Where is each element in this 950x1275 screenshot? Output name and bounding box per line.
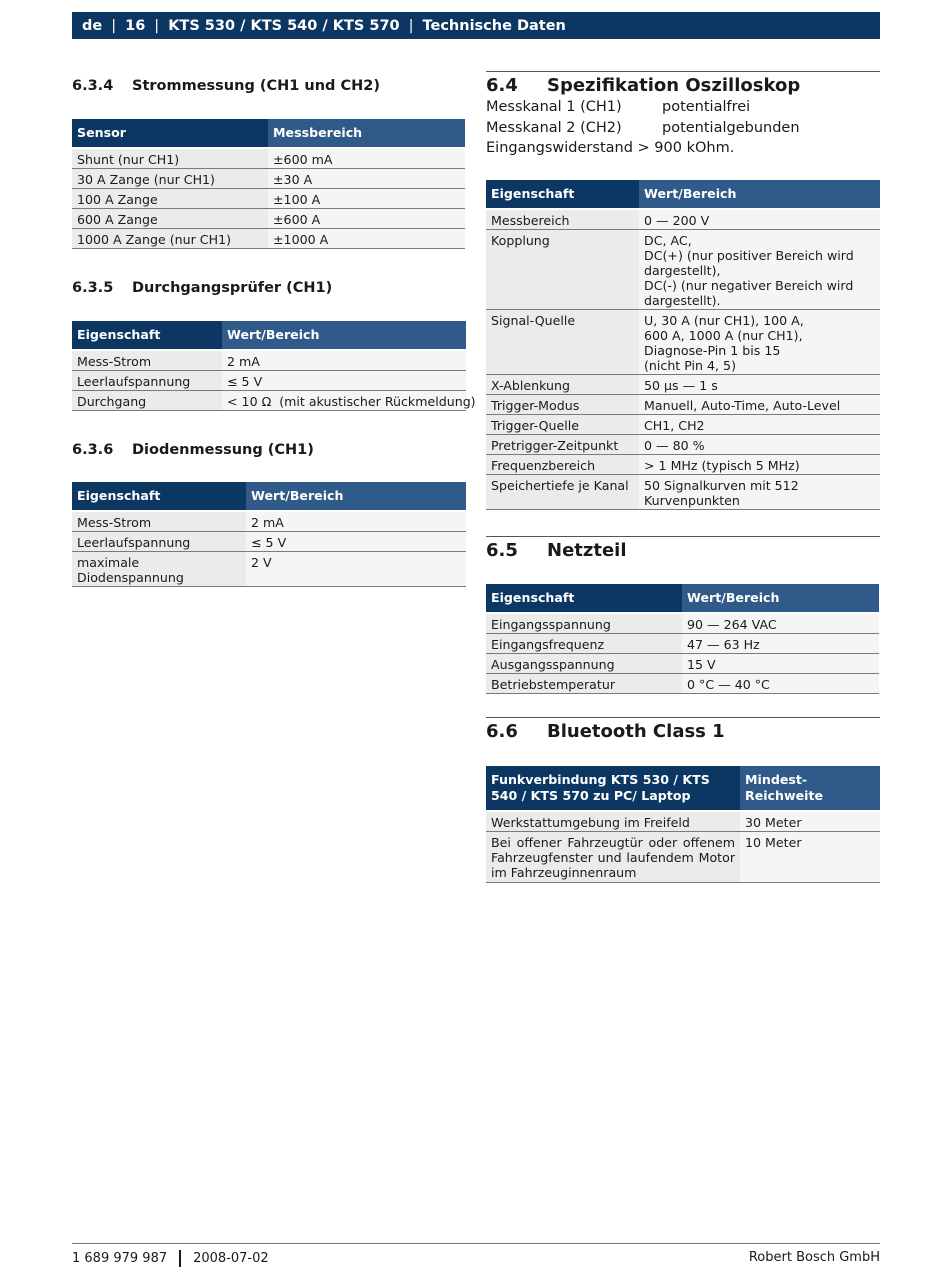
column-header: Eigenschaft [72, 482, 246, 511]
table-cell: ±100 A [268, 189, 465, 209]
heading-title: Strommessung (CH1 und CH2) [132, 78, 380, 94]
table-header-row [72, 482, 466, 511]
table-cell: Eingangsspannung [486, 613, 682, 634]
table-row [72, 552, 466, 587]
document-date: 2008-07-02 [193, 1251, 269, 1266]
heading-number: 6.3.5 [72, 280, 114, 296]
heading-number: 6.5 [486, 540, 518, 561]
table-cell: 0 °C — 40 °C [682, 674, 879, 694]
table-row [486, 415, 880, 435]
table-diodenmessung [72, 482, 466, 587]
table-row [72, 229, 465, 249]
section-divider [486, 717, 880, 718]
cell-line: 50 µs — 1 s [644, 378, 718, 393]
table-row [486, 435, 880, 455]
cell-line: Diagnose-Pin 1 bis 15 [644, 343, 781, 358]
heading-6-4 [486, 75, 800, 96]
table-cell [639, 310, 880, 375]
header-separator: | [408, 17, 414, 34]
table-cell: Werkstattumgebung im Freifeld [486, 811, 740, 832]
column-header: Sensor [72, 119, 268, 148]
table-cell: 15 V [682, 654, 879, 674]
table-cell [639, 415, 880, 435]
table-cell: Pretrigger-Zeitpunkt [486, 435, 639, 455]
table-cell: Eingangsfrequenz [486, 634, 682, 654]
table-row [486, 811, 880, 832]
table-row [486, 455, 880, 475]
document-number: 1 689 979 987 [72, 1251, 168, 1266]
table-cell: Durchgang [72, 391, 222, 411]
heading-title: Netzteil [547, 540, 627, 561]
table-cell: ≤ 5 V [222, 371, 466, 391]
table-cell: < 10 Ω (mit akustischer Rückmeldung) [222, 391, 466, 411]
table-cell: ±600 A [268, 209, 465, 229]
table-cell: Bei offener Fahrzeugtür oder offenem Fahrzeugfenster und laufendem Motor im Fahrzeuginnenraum [486, 832, 740, 883]
header-page-number: 16 [125, 17, 146, 34]
table-cell: Leerlaufspannung [72, 532, 246, 552]
section-divider [486, 71, 880, 72]
table-cell: 2 mA [246, 511, 466, 532]
table-row [486, 310, 880, 375]
table-cell [639, 375, 880, 395]
table-cell: X-Ablenkung [486, 375, 639, 395]
table-netzteil [486, 584, 879, 694]
table-header-row [486, 180, 880, 209]
table-cell: 90 — 264 VAC [682, 613, 879, 634]
table-cell: Mess-Strom [72, 511, 246, 532]
cell-line: DC(+) (nur positiver Bereich wird dargestellt), [644, 248, 854, 278]
table-cell: ±600 mA [268, 148, 465, 169]
table-row [72, 148, 465, 169]
table-row [72, 391, 466, 411]
table-row [486, 395, 880, 415]
section-divider [486, 536, 880, 537]
table-row [486, 475, 880, 510]
table-bluetooth [486, 766, 880, 883]
cell-line: (nicht Pin 4, 5) [644, 358, 736, 373]
table-cell: 1000 A Zange (nur CH1) [72, 229, 268, 249]
footer-separator [179, 1250, 181, 1267]
table-cell: 30 A Zange (nur CH1) [72, 169, 268, 189]
table-cell: maximale Diodenspannung [72, 552, 246, 587]
table-header-row [486, 766, 880, 811]
heading-number: 6.4 [486, 75, 518, 96]
page-header [72, 12, 880, 39]
table-cell: Signal-Quelle [486, 310, 639, 375]
oscilloscope-intro [486, 97, 800, 159]
table-cell: Trigger-Quelle [486, 415, 639, 435]
cell-line: 600 A, 1000 A (nur CH1), [644, 328, 803, 343]
heading-title: Bluetooth Class 1 [547, 721, 725, 742]
table-cell: 10 Meter [740, 832, 880, 883]
heading-title: Durchgangsprüfer (CH1) [132, 280, 333, 296]
cell-line: DC, AC, [644, 233, 692, 248]
column-header: Messbereich [268, 119, 465, 148]
column-header: Eigenschaft [72, 321, 222, 350]
column-header: Eigenschaft [486, 584, 682, 613]
table-row [72, 511, 466, 532]
footer-left [72, 1250, 269, 1267]
intro-label: Messkanal 2 (CH2) [486, 119, 622, 136]
cell-line: Manuell, Auto-Time, Auto-Level [644, 398, 841, 413]
table-cell [639, 435, 880, 455]
table-row [486, 209, 880, 230]
table-row [486, 832, 880, 883]
table-cell [639, 395, 880, 415]
heading-6-6 [486, 721, 725, 742]
column-header: Wert/Bereich [682, 584, 879, 613]
table-cell: 600 A Zange [72, 209, 268, 229]
cell-line: CH1, CH2 [644, 418, 705, 433]
header-separator: | [154, 17, 160, 34]
table-cell: 2 mA [222, 350, 466, 371]
table-cell: Shunt (nur CH1) [72, 148, 268, 169]
table-cell: Betriebstemperatur [486, 674, 682, 694]
intro-row [486, 118, 800, 139]
table-row [486, 634, 879, 654]
heading-title: Spezifikation Oszilloskop [547, 75, 801, 96]
heading-6-3-5 [72, 280, 332, 296]
table-cell: ≤ 5 V [246, 532, 466, 552]
table-cell: 47 — 63 Hz [682, 634, 879, 654]
table-header-row [486, 584, 879, 613]
table-row [486, 375, 880, 395]
header-section: Technische Daten [422, 17, 566, 34]
heading-number: 6.3.4 [72, 78, 114, 94]
footer-divider [72, 1243, 880, 1244]
table-strommessung [72, 119, 465, 249]
table-cell: Trigger-Modus [486, 395, 639, 415]
heading-6-3-4 [72, 78, 380, 94]
heading-number: 6.6 [486, 721, 518, 742]
intro-label: Messkanal 1 (CH1) [486, 99, 622, 115]
company-name: Robert Bosch GmbH [748, 1250, 880, 1265]
table-body [486, 209, 880, 510]
intro-line: Eingangswiderstand > 900 kOhm. [486, 140, 735, 156]
intro-value: potentialfrei [662, 99, 751, 115]
heading-6-3-6 [72, 442, 314, 458]
column-header: Funkverbindung KTS 530 / KTS 540 / KTS 570 zu PC/ Laptop [486, 766, 740, 811]
table-row [486, 654, 879, 674]
table-row [72, 209, 465, 229]
table-cell: Kopplung [486, 230, 639, 310]
table-cell: Ausgangsspannung [486, 654, 682, 674]
table-row [72, 169, 465, 189]
heading-number: 6.3.6 [72, 442, 114, 458]
table-cell [639, 209, 880, 230]
column-header: Wert/Bereich [246, 482, 466, 511]
header-model: KTS 530 / KTS 540 / KTS 570 [168, 17, 400, 34]
table-durchgangspruefer [72, 321, 476, 411]
column-header: Eigenschaft [486, 180, 639, 209]
table-cell: Mess-Strom [72, 350, 222, 371]
header-separator: | [111, 17, 117, 34]
table-row [72, 189, 465, 209]
cell-line: 0 — 80 % [644, 438, 705, 453]
table-row [72, 532, 466, 552]
table-cell: ±1000 A [268, 229, 465, 249]
cell-line: 0 — 200 V [644, 213, 710, 228]
table-cell [639, 475, 880, 510]
table-cell: Speichertiefe je Kanal [486, 475, 639, 510]
table-cell [639, 230, 880, 310]
heading-title: Diodenmessung (CH1) [132, 442, 314, 458]
table-oszilloskop [486, 180, 880, 510]
column-header: Wert/Bereich [222, 321, 466, 350]
table-row [72, 350, 466, 371]
cell-line: > 1 MHz (typisch 5 MHz) [644, 458, 800, 473]
intro-row [486, 97, 800, 118]
intro-value: potentialgebunden [662, 119, 800, 136]
table-cell: 2 V [246, 552, 466, 587]
header-lang: de [82, 17, 103, 34]
column-header: Mindest-Reichweite [740, 766, 880, 811]
table-row [72, 371, 466, 391]
cell-line: 50 Signalkurven mit 512 Kurvenpunkten [644, 478, 799, 508]
table-header-row [72, 321, 466, 350]
table-row [486, 230, 880, 310]
table-cell: 100 A Zange [72, 189, 268, 209]
table-cell: Frequenzbereich [486, 455, 639, 475]
table-cell: Leerlaufspannung [72, 371, 222, 391]
table-header-row [72, 119, 465, 148]
table-cell [639, 455, 880, 475]
heading-6-5 [486, 540, 627, 561]
table-cell: ±30 A [268, 169, 465, 189]
table-cell: Messbereich [486, 209, 639, 230]
table-row [486, 613, 879, 634]
cell-line: U, 30 A (nur CH1), 100 A, [644, 313, 804, 328]
column-header: Wert/Bereich [639, 180, 880, 209]
cell-line: DC(-) (nur negativer Bereich wird dargestellt). [644, 278, 854, 308]
table-cell: 30 Meter [740, 811, 880, 832]
table-row [486, 674, 879, 694]
